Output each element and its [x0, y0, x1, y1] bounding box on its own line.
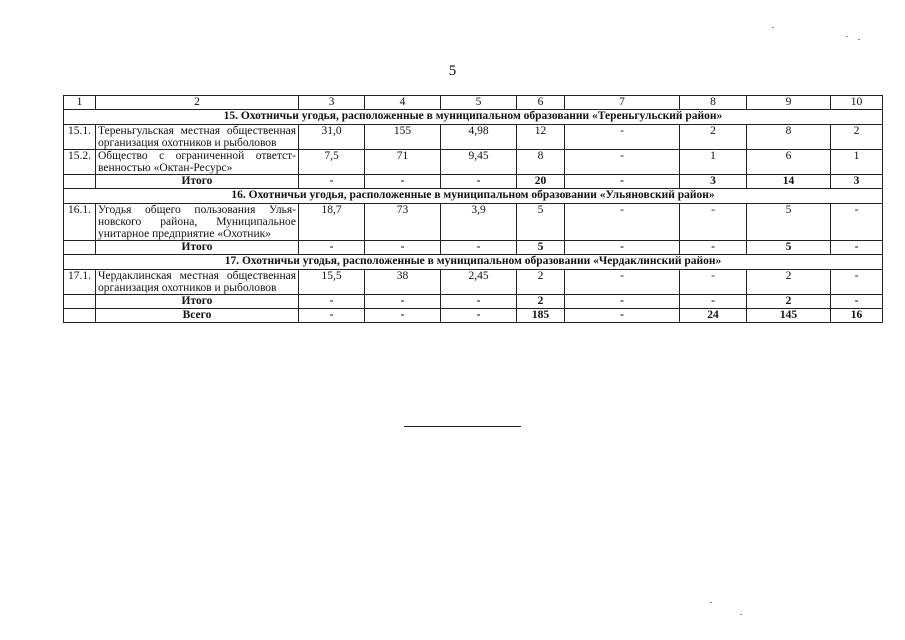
- total-cell: -: [831, 241, 883, 255]
- row-cell: 1: [680, 150, 747, 175]
- total-label: Итого: [96, 175, 299, 189]
- row-cell: 155: [365, 125, 441, 150]
- section-title: 17. Охотничьи угодья, расположенные в муниципальном образовании «Чердаклинский район»: [64, 255, 883, 270]
- section-title: 15. Охотничьи угодья, расположенные в муниципальном образовании «Тереньгульский район»: [64, 110, 883, 125]
- total-blank-cell: [64, 309, 96, 323]
- total-cell: -: [441, 309, 517, 323]
- total-cell: 5: [517, 241, 565, 255]
- total-cell: -: [565, 309, 680, 323]
- total-cell: 24: [680, 309, 747, 323]
- total-cell: 145: [747, 309, 831, 323]
- row-cell: 7,5: [299, 150, 365, 175]
- row-cell: 38: [365, 270, 441, 295]
- total-cell: 14: [747, 175, 831, 189]
- row-cell: 31,0: [299, 125, 365, 150]
- hunting-grounds-table: [63, 95, 883, 323]
- row-cell: 2: [680, 125, 747, 150]
- total-blank-cell: [64, 175, 96, 189]
- subtotal-row: [64, 295, 883, 309]
- row-cell: 2: [517, 270, 565, 295]
- scan-speck: [710, 602, 712, 603]
- total-cell: -: [365, 309, 441, 323]
- col-header: 9: [747, 96, 831, 110]
- row-cell: 8: [747, 125, 831, 150]
- table-row: [64, 270, 883, 295]
- total-cell: -: [441, 241, 517, 255]
- col-header: 4: [365, 96, 441, 110]
- total-cell: 3: [680, 175, 747, 189]
- total-label: Всего: [96, 309, 299, 323]
- row-cell: 5: [517, 204, 565, 241]
- scan-speck: [846, 36, 848, 37]
- total-cell: 2: [747, 295, 831, 309]
- total-cell: -: [831, 295, 883, 309]
- total-cell: -: [299, 309, 365, 323]
- total-cell: -: [365, 295, 441, 309]
- total-blank-cell: [64, 295, 96, 309]
- row-cell: -: [831, 204, 883, 241]
- row-cell: -: [680, 204, 747, 241]
- row-cell: 2,45: [441, 270, 517, 295]
- total-label: Итого: [96, 241, 299, 255]
- total-cell: 5: [747, 241, 831, 255]
- col-header: 2: [96, 96, 299, 110]
- subtotal-row: [64, 241, 883, 255]
- row-cell: 15,5: [299, 270, 365, 295]
- section-header-row: [64, 255, 883, 270]
- total-cell: -: [365, 241, 441, 255]
- row-cell: 5: [747, 204, 831, 241]
- total-cell: 2: [517, 295, 565, 309]
- row-cell: -: [565, 150, 680, 175]
- section-header-row: [64, 110, 883, 125]
- row-cell: 2: [831, 125, 883, 150]
- subtotal-row: [64, 175, 883, 189]
- total-cell: -: [565, 295, 680, 309]
- total-cell: -: [680, 241, 747, 255]
- row-number: 15.2.: [64, 150, 96, 175]
- section-title: 16. Охотничьи угодья, расположенные в муниципальном образовании «Ульяновский район»: [64, 189, 883, 204]
- table-body: [64, 96, 883, 323]
- scan-speck: [772, 27, 774, 28]
- table-row: [64, 150, 883, 175]
- col-header: 6: [517, 96, 565, 110]
- row-cell: -: [565, 204, 680, 241]
- col-header: 10: [831, 96, 883, 110]
- total-cell: -: [365, 175, 441, 189]
- total-cell: 3: [831, 175, 883, 189]
- total-cell: -: [565, 175, 680, 189]
- row-cell: 6: [747, 150, 831, 175]
- total-cell: -: [680, 295, 747, 309]
- row-cell: -: [565, 270, 680, 295]
- row-cell: 1: [831, 150, 883, 175]
- column-number-row: [64, 96, 883, 110]
- total-cell: 20: [517, 175, 565, 189]
- row-cell: 8: [517, 150, 565, 175]
- col-header: 7: [565, 96, 680, 110]
- organization-name: Тереньгульская местная общественная организация охотников и рыболовов: [96, 125, 299, 150]
- row-cell: 4,98: [441, 125, 517, 150]
- col-header: 8: [680, 96, 747, 110]
- row-cell: 73: [365, 204, 441, 241]
- section-header-row: [64, 189, 883, 204]
- scan-speck: [740, 614, 742, 615]
- total-cell: -: [441, 295, 517, 309]
- total-cell: 185: [517, 309, 565, 323]
- total-cell: 16: [831, 309, 883, 323]
- organization-name: Угодья общего пользования Ульяновского района, Муниципальное унитарное предприятие «Охотник»: [96, 204, 299, 241]
- row-cell: 18,7: [299, 204, 365, 241]
- row-number: 15.1.: [64, 125, 96, 150]
- row-cell: -: [831, 270, 883, 295]
- row-cell: 71: [365, 150, 441, 175]
- grand-total-row: [64, 309, 883, 323]
- row-cell: 12: [517, 125, 565, 150]
- total-cell: -: [441, 175, 517, 189]
- table-row: [64, 204, 883, 241]
- total-cell: -: [299, 241, 365, 255]
- row-cell: 2: [747, 270, 831, 295]
- organization-name: Чердаклинская местная общественная организация охотников и рыболовов: [96, 270, 299, 295]
- row-number: 16.1.: [64, 204, 96, 241]
- row-cell: -: [680, 270, 747, 295]
- row-cell: 3,9: [441, 204, 517, 241]
- row-cell: -: [565, 125, 680, 150]
- total-cell: -: [299, 175, 365, 189]
- col-header: 1: [64, 96, 96, 110]
- organization-name: Общество с ограниченной ответственностью «Октан-Ресурс»: [96, 150, 299, 175]
- row-cell: 9,45: [441, 150, 517, 175]
- table-row: [64, 125, 883, 150]
- total-cell: -: [299, 295, 365, 309]
- separator-line: [404, 426, 521, 427]
- row-number: 17.1.: [64, 270, 96, 295]
- total-blank-cell: [64, 241, 96, 255]
- total-cell: -: [565, 241, 680, 255]
- scan-speck: [858, 39, 860, 40]
- col-header: 5: [441, 96, 517, 110]
- col-header: 3: [299, 96, 365, 110]
- page-number: 5: [448, 63, 457, 79]
- total-label: Итого: [96, 295, 299, 309]
